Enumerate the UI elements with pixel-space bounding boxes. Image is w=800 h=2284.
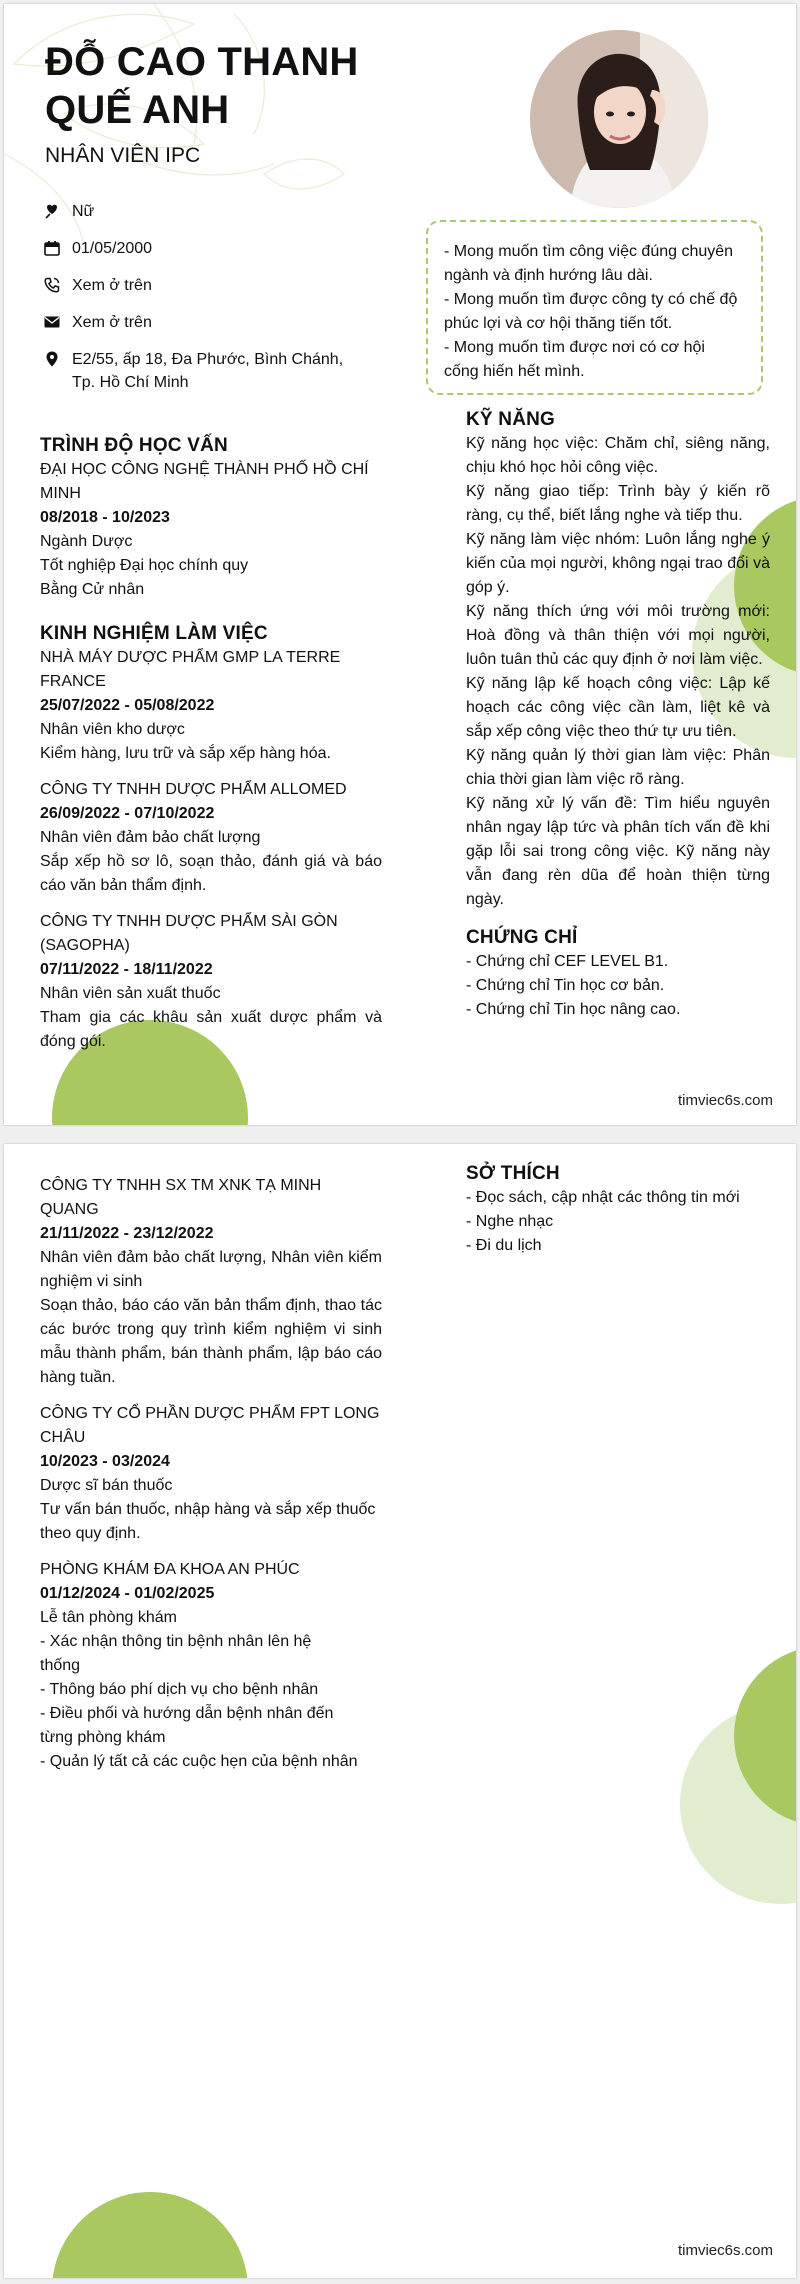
job-duty: - Thông báo phí dịch vụ cho bệnh nhân — [40, 1681, 319, 1698]
experience-heading: KINH NGHIỆM LÀM VIỆC — [40, 623, 268, 644]
cv-page-1 — [4, 4, 796, 1125]
work-period: 25/07/2022 - 05/08/2022 — [40, 697, 215, 714]
skill-item: Kỹ năng quản lý thời gian làm việc: Phân chia thời gian làm việc rõ ràng. — [466, 747, 770, 788]
certificates-heading: CHỨNG CHỈ — [466, 927, 578, 948]
education-period: 08/2018 - 10/2023 — [40, 509, 170, 526]
job-role: Lễ tân phòng khám — [40, 1609, 177, 1626]
birthday-value: 01/05/2000 — [72, 240, 153, 257]
skill-item: Kỹ năng giao tiếp: Trình bày ý kiến rõ ràng, cụ thể, biết lắng nghe và tiếp thu. — [466, 483, 770, 524]
decor-circle — [52, 2192, 248, 2278]
work-period: 10/2023 - 03/2024 — [40, 1453, 170, 1470]
job-duty: - Điều phối và hướng dẫn bệnh nhân đến từng phòng khám — [40, 1705, 334, 1746]
left-column-page-2 — [40, 1174, 382, 1786]
skills-section — [466, 408, 770, 912]
contact-gender — [42, 200, 372, 223]
experience-section — [40, 622, 382, 1054]
job-role: Nhân viên đảm bảo chất lượng — [40, 829, 261, 846]
email-icon — [44, 314, 60, 330]
company-name: CÔNG TY CỔ PHẦN DƯỢC PHẨM FPT LONG CHÂU — [40, 1405, 380, 1446]
company-name: PHÒNG KHÁM ĐA KHOA AN PHÚC — [40, 1561, 300, 1578]
job-duty: - Quản lý tất cả các cuộc hẹn của bệnh nhân — [40, 1753, 358, 1770]
skill-item: Kỹ năng thích ứng với môi trường mới: Hoà đồng và thân thiện với mọi người, luôn tuân thủ các quy định ở nơi làm việc. — [466, 603, 770, 668]
experience-item — [40, 910, 382, 1054]
job-description: Tham gia các khâu sản xuất dược phẩm và đóng gói. — [40, 1009, 382, 1050]
company-name: CÔNG TY TNHH DƯỢC PHẨM SÀI GÒN (SAGOPHA) — [40, 913, 338, 954]
education-heading: TRÌNH ĐỘ HỌC VẤN — [40, 435, 228, 456]
candidate-name — [45, 38, 445, 134]
skills-heading: KỸ NĂNG — [466, 409, 556, 430]
certificate-item: - Chứng chỉ Tin học cơ bản. — [466, 977, 665, 994]
experience-item — [40, 1558, 382, 1774]
gender-value: Nữ — [72, 203, 95, 220]
left-column-page-1 — [40, 434, 382, 1066]
work-period: 21/11/2022 - 23/12/2022 — [40, 1225, 214, 1242]
hobby-item: - Đọc sách, cập nhật các thông tin mới — [466, 1189, 740, 1206]
school-name: ĐẠI HỌC CÔNG NGHỆ THÀNH PHỐ HỒ CHÍ MINH — [40, 461, 369, 502]
certificates-section — [466, 926, 770, 1022]
footer-site: timviec6s.com — [677, 1092, 773, 1109]
right-column-page-2 — [466, 1162, 770, 1258]
hobby-item: - Đi du lịch — [466, 1237, 542, 1254]
job-role: Nhân viên đảm bảo chất lượng, Nhân viên kiểm nghiệm vi sinh — [40, 1249, 382, 1290]
hobbies-heading: SỞ THÍCH — [466, 1163, 560, 1184]
objective-line: - Mong muốn tìm được công ty có chế độ phúc lợi và cơ hội thăng tiến tốt. — [444, 291, 738, 332]
objective-line: - Mong muốn tìm công việc đúng chuyên ngành và định hướng lâu dài. — [444, 243, 734, 284]
objective-line: - Mong muốn tìm được nơi có cơ hội cống hiến hết mình. — [444, 339, 705, 380]
job-title: NHÂN VIÊN IPC — [45, 144, 201, 167]
job-duty: - Xác nhận thông tin bệnh nhân lên hệ thống — [40, 1633, 312, 1674]
skill-item: Kỹ năng làm việc nhóm: Luôn lắng nghe ý kiến của mọi người, không ngại trao đổi và góp ý. — [466, 531, 770, 596]
education-degree-type: Tốt nghiệp Đại học chính quy — [40, 557, 249, 574]
education-degree: Bằng Cử nhân — [40, 581, 145, 598]
hobby-item: - Nghe nhạc — [466, 1213, 554, 1230]
name-line-1: ĐỖ CAO THANH — [45, 40, 359, 84]
job-description: Kiểm hàng, lưu trữ và sắp xếp hàng hóa. — [40, 745, 331, 762]
job-role: Nhân viên kho dược — [40, 721, 185, 738]
job-description: Soạn thảo, báo cáo văn bản thẩm định, thao tác các bước trong quy trình kiểm nghiệm vi sinh mẫu thành phẩm, bán thành phẩm, lập báo cáo hàng tuần. — [40, 1297, 382, 1386]
certificate-item: - Chứng chỉ Tin học nâng cao. — [466, 1001, 681, 1018]
phone-value: Xem ở trên — [72, 277, 152, 294]
job-description: Tư vấn bán thuốc, nhập hàng và sắp xếp thuốc theo quy định. — [40, 1501, 376, 1542]
hobbies-section — [466, 1162, 770, 1258]
job-role: Dược sĩ bán thuốc — [40, 1477, 173, 1494]
footer-site: timviec6s.com — [677, 2242, 773, 2259]
address-value: E2/55, ấp 18, Đa Phước, Bình Chánh, Tp. Hồ Chí Minh — [72, 351, 344, 391]
job-description: Sắp xếp hồ sơ lô, soạn thảo, đánh giá và báo cáo văn bản thẩm định. — [40, 853, 382, 894]
email-value: Xem ở trên — [72, 314, 152, 331]
experience-item — [40, 1402, 382, 1546]
contact-address — [42, 348, 372, 394]
experience-item — [40, 646, 382, 766]
education-major: Ngành Dược — [40, 533, 133, 550]
experience-item — [40, 1174, 382, 1390]
certificate-item: - Chứng chỉ CEF LEVEL B1. — [466, 953, 669, 970]
cv-page-2 — [4, 1144, 796, 2278]
contact-birthday — [42, 237, 372, 260]
company-name: CÔNG TY TNHH SX TM XNK TẠ MINH QUANG — [40, 1177, 322, 1218]
work-period: 01/12/2024 - 01/02/2025 — [40, 1585, 215, 1602]
education-section — [40, 434, 382, 602]
work-period: 26/09/2022 - 07/10/2022 — [40, 805, 215, 822]
contact-email — [42, 311, 372, 334]
portrait-photo-icon — [530, 30, 708, 208]
career-objective-box — [426, 220, 763, 395]
calendar-icon — [44, 240, 60, 256]
company-name: NHÀ MÁY DƯỢC PHẨM GMP LA TERRE FRANCE — [40, 649, 341, 690]
skill-item: Kỹ năng xử lý vấn đề: Tìm hiểu nguyên nhân ngay lập tức và phân tích vấn đề khi gặp lỗi sai trong công việc. Kỹ năng này vẫn đang rèn dũa để hoàn thiện từng ngày. — [466, 795, 770, 908]
name-line-2: QUẾ ANH — [45, 88, 230, 132]
work-period: 07/11/2022 - 18/11/2022 — [40, 961, 213, 978]
right-column-page-1 — [466, 408, 770, 1022]
experience-item — [40, 778, 382, 898]
gender-icon — [44, 203, 60, 219]
phone-icon — [44, 277, 60, 293]
skill-item: Kỹ năng lập kế hoạch công việc: Lập kế hoạch các công việc cần làm, liệt kê và sắp xếp công việc theo thứ tự ưu tiên. — [466, 675, 770, 740]
contact-phone — [42, 274, 372, 297]
job-role: Nhân viên sản xuất thuốc — [40, 985, 221, 1002]
avatar — [530, 30, 708, 208]
location-icon — [44, 351, 60, 367]
skill-item: Kỹ năng học việc: Chăm chỉ, siêng năng, chịu khó học hỏi công việc. — [466, 435, 770, 476]
contact-info — [42, 200, 372, 408]
company-name: CÔNG TY TNHH DƯỢC PHẨM ALLOMED — [40, 781, 347, 798]
